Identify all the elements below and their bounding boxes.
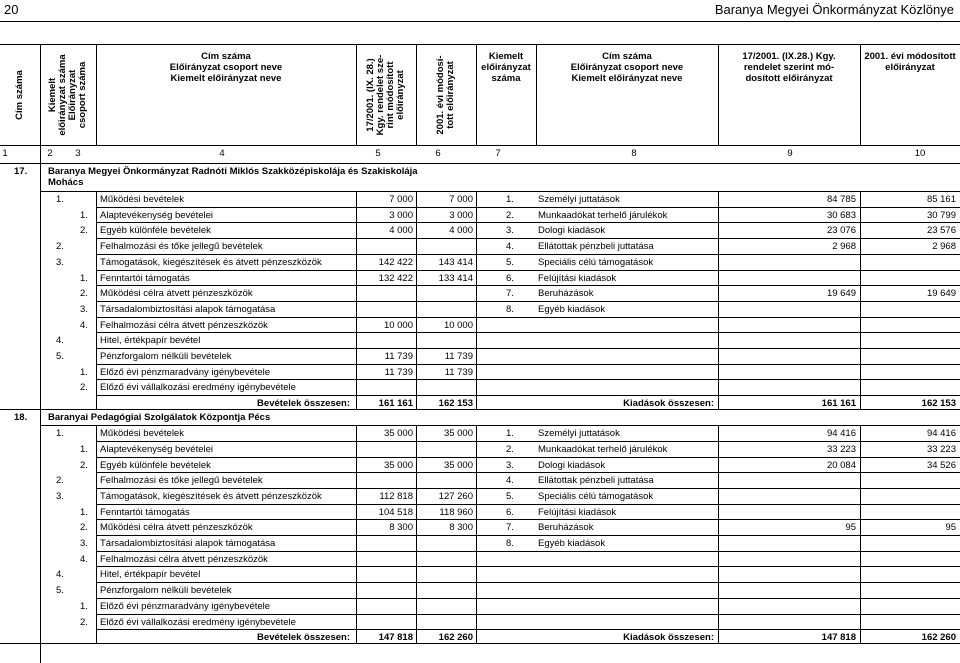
income-item-name: Egyéb különféle bevételek [100, 225, 211, 237]
row-divider [96, 270, 960, 271]
expense-value-original: 19 649 [826, 288, 856, 300]
expense-item-name: Beruházások [538, 522, 594, 534]
income-value-modified: 35 000 [443, 428, 473, 440]
income-value-modified: 133 414 [438, 272, 473, 284]
income-value-modified: 4 000 [449, 225, 473, 237]
expense-item-name: Dologi kiadások [538, 225, 606, 237]
expense-total-label: Kiadások összesen: [623, 632, 714, 644]
header-kiemelt-eloiranyzat-szama-line: csoport száma [77, 61, 88, 129]
page-number: 20 [4, 2, 19, 17]
income-item-name: Alaptevékenység bevételei [100, 443, 214, 455]
income-total-original: 161 161 [378, 398, 413, 410]
row-divider [96, 457, 960, 458]
income-item-name: Előző évi pénzmaradvány igénybevétele [100, 600, 271, 612]
income-item-number: 4. [80, 319, 88, 331]
expense-total-label: Kiadások összesen: [623, 398, 714, 410]
income-value-original: 7 000 [389, 194, 413, 205]
income-item-name: Hitel, értékpapír bevétel [100, 569, 201, 581]
expense-value-modified: 19 649 [926, 288, 956, 300]
income-value-modified: 3 000 [449, 209, 473, 221]
expense-item-name: Dologi kiadások [538, 459, 606, 471]
expense-value-modified: 2 968 [932, 241, 956, 253]
expense-item-number: 6. [506, 272, 514, 284]
income-value-modified: 11 739 [444, 366, 473, 378]
income-item-name: Felhalmozási célra átvett pénzeszközök [100, 553, 268, 565]
expense-item-number: 2. [506, 209, 514, 221]
income-item-number: 2. [80, 616, 88, 628]
expense-value-original: 30 683 [826, 209, 856, 221]
income-item-number: 1. [80, 272, 88, 284]
section-bottom-line [0, 409, 960, 410]
data-column-divider [860, 191, 861, 409]
income-item-number: 2. [80, 382, 88, 394]
expense-value-original: 94 416 [826, 428, 856, 440]
header-kiemelt-eloiranyzat: előirányzat [481, 62, 531, 73]
income-item-name: Fenntartói támogatás [100, 506, 190, 518]
income-value-modified: 35 000 [443, 459, 473, 471]
income-item-number: 1. [80, 366, 88, 378]
income-value-original: 132 422 [378, 272, 413, 284]
income-item-name: Működési célra átvett pénzeszközök [100, 288, 253, 300]
income-item-number: 2. [80, 288, 88, 300]
expense-item-number: 8. [506, 303, 514, 315]
income-item-name: Előző évi pénzmaradvány igénybevétele [100, 366, 271, 378]
expense-total-modified: 162 153 [921, 398, 956, 410]
row-divider [96, 488, 960, 489]
income-total-modified: 162 153 [438, 398, 473, 410]
expense-total-original: 147 818 [821, 632, 856, 644]
header-cim-szama: Cím száma [14, 70, 25, 120]
data-column-divider [96, 191, 97, 409]
income-value-modified: 118 960 [439, 506, 473, 518]
expense-value-modified: 95 [945, 522, 956, 534]
income-value-original: 112 818 [379, 490, 413, 502]
column-number: 8 [631, 148, 637, 159]
income-group-number: 4. [56, 569, 64, 581]
section-number-divider [40, 145, 41, 663]
expense-item-number: 1. [506, 194, 514, 205]
income-group-number: 1. [56, 194, 64, 205]
income-item-name: Felhalmozási és tőke jellegű bevételek [100, 241, 263, 253]
row-divider [96, 348, 960, 349]
expense-item-number: 2. [506, 443, 514, 455]
header-17-2001-rendelet-line: 17/2001. (IX. 28.) [365, 58, 376, 132]
expense-item-number: 3. [506, 459, 514, 471]
income-item-number: 2. [80, 459, 88, 471]
header-17-2001-rendelet-line: előirányzat [395, 70, 406, 120]
section-number: 17. [14, 166, 28, 177]
income-item-name: Fenntartói támogatás [100, 272, 190, 284]
column-number: 5 [375, 148, 381, 159]
income-value-original: 11 739 [384, 366, 413, 378]
column-number: 9 [787, 148, 793, 159]
header-kiemelt-eloiranyzat-szama [48, 50, 88, 140]
income-value-original: 35 000 [383, 459, 413, 471]
expense-item-name: Egyéb kiadások [538, 303, 606, 315]
expense-total-original: 161 161 [821, 398, 856, 410]
income-item-name: Működési bevételek [100, 194, 184, 205]
income-item-name: Felhalmozási és tőke jellegű bevételek [100, 475, 263, 487]
expense-value-modified: 85 161 [926, 194, 956, 205]
section-title-line [40, 191, 960, 192]
expense-item-number: 7. [506, 288, 514, 300]
budget-table [0, 44, 960, 663]
expense-item-number: 7. [506, 522, 514, 534]
income-item-name: Pénzforgalom nélküli bevételek [100, 351, 232, 362]
row-divider [96, 504, 960, 505]
expense-value-original: 84 785 [826, 194, 856, 205]
header-17-2001-right: dosított előirányzat [745, 73, 833, 84]
expense-item-name: Ellátottak pénzbeli juttatása [538, 241, 654, 253]
expense-value-original: 95 [845, 522, 856, 534]
header-kiemelt-eloiranyzat-szama-line: Előirányzat [67, 69, 78, 121]
header-17-2001-rendelet [366, 50, 406, 140]
data-column-divider [356, 425, 357, 643]
expense-value-modified: 30 799 [926, 209, 956, 221]
row-divider [96, 566, 960, 567]
row-divider [96, 379, 960, 380]
income-item-number: 3. [80, 538, 88, 549]
income-item-number: 1. [80, 209, 88, 221]
income-value-modified: 127 260 [438, 490, 473, 502]
expense-item-number: 4. [506, 475, 514, 487]
header-cim-csoport-kiemelt: Cím száma [201, 51, 251, 62]
row-divider [96, 551, 960, 552]
section-title: Baranya Megyei Önkormányzat Radnóti Miklós Szakközépiskolája és Szakiskolája [48, 166, 418, 177]
expense-item-name: Felújítási kiadások [538, 506, 617, 518]
row-divider [96, 441, 960, 442]
income-group-number: 1. [56, 428, 64, 440]
section-number: 18. [14, 412, 28, 424]
data-column-divider [96, 425, 97, 643]
income-value-original: 11 739 [384, 351, 413, 362]
section-title: Baranyai Pedagógiai Szolgálatok Központja Pécs [48, 412, 271, 424]
income-value-original: 3 000 [389, 209, 413, 221]
header-column-divider [40, 45, 41, 145]
expense-value-original: 23 076 [826, 225, 856, 237]
row-divider [96, 535, 960, 536]
expense-item-name: Egyéb kiadások [538, 538, 606, 549]
data-column-divider [416, 191, 417, 409]
section-title-line2: Mohács [48, 177, 84, 188]
header-column-divider [416, 45, 417, 145]
expense-value-original: 33 223 [826, 443, 856, 455]
row-divider [96, 317, 960, 318]
income-total-label: Bevételek összesen: [257, 398, 350, 410]
header-kiemelt-eloiranyzat-szama-line: előirányzat száma [57, 54, 68, 136]
page-header [0, 0, 960, 22]
income-value-modified: 7 000 [449, 194, 473, 205]
header-kiemelt-eloiranyzat: Kiemelt [488, 51, 524, 62]
income-value-original: 104 518 [378, 506, 413, 518]
income-value-original: 142 422 [378, 256, 413, 268]
income-item-name: Támogatások, kiegészítések és átvett pénzeszközök [100, 490, 322, 502]
data-column-divider [476, 191, 477, 409]
income-item-number: 1. [80, 506, 88, 518]
data-column-divider [718, 425, 719, 643]
header-kiemelt-eloiranyzat-szama-line: Kiemelt [47, 77, 58, 113]
row-divider [96, 614, 960, 615]
income-group-number: 2. [56, 475, 64, 487]
income-value-modified: 11 739 [444, 351, 473, 362]
income-item-name: Előző évi vállalkozási eredmény igénybevétele [100, 616, 296, 628]
expense-item-number: 5. [506, 490, 514, 502]
header-cim-csoport-kiemelt: Kiemelt előirányzat neve [170, 73, 282, 84]
income-item-number: 1. [80, 443, 88, 455]
expense-total-modified: 162 260 [921, 632, 956, 644]
income-item-name: Egyéb különféle bevételek [100, 459, 211, 471]
income-value-modified: 10 000 [443, 319, 473, 331]
expense-value-modified: 23 576 [926, 225, 956, 237]
income-value-modified: 8 300 [449, 522, 473, 534]
header-cim-csoport-kiemelt-right: Cím száma [602, 51, 652, 62]
expense-item-number: 4. [506, 241, 514, 253]
expense-item-number: 5. [506, 256, 514, 268]
row-divider [96, 519, 960, 520]
row-divider [96, 222, 960, 223]
data-column-divider [416, 425, 417, 643]
income-item-name: Társadalombiztosítási alapok támogatása [100, 303, 276, 315]
expense-item-number: 6. [506, 506, 514, 518]
data-column-divider [860, 425, 861, 643]
header-bottom-line [0, 145, 960, 146]
income-item-name: Működési célra átvett pénzeszközök [100, 522, 253, 534]
header-cim-csoport-kiemelt-right: Kiemelt előirányzat neve [571, 73, 683, 84]
header-2001-modositott [436, 50, 456, 140]
header-cim-csoport-kiemelt: Előirányzat csoport neve [169, 62, 283, 73]
income-value-modified: 143 414 [438, 256, 473, 268]
income-item-name: Hitel, értékpapír bevétel [100, 335, 201, 347]
data-column-divider [356, 191, 357, 409]
expense-item-number: 8. [506, 538, 514, 549]
header-2001-modositott-right: 2001. évi módosított [864, 51, 956, 62]
income-item-name: Felhalmozási célra átvett pénzeszközök [100, 319, 268, 331]
row-divider [96, 238, 960, 239]
section-bottom-line [0, 643, 960, 644]
income-value-original: 35 000 [383, 428, 413, 440]
row-divider [96, 332, 960, 333]
income-total-label: Bevételek összesen: [257, 632, 350, 644]
row-divider [96, 582, 960, 583]
expense-value-original: 2 968 [832, 241, 856, 253]
column-number: 4 [219, 148, 225, 159]
row-divider [96, 629, 960, 630]
expense-value-modified: 34 526 [926, 459, 956, 471]
header-2001-modositott-line: tott előirányzat [445, 61, 456, 129]
publication-title: Baranya Megyei Önkormányzat Közlönye [714, 2, 954, 17]
column-number: 1 [2, 148, 8, 159]
income-item-number: 3. [80, 303, 88, 315]
header-cim-csoport-kiemelt-right: Előirányzat csoport neve [570, 62, 684, 73]
expense-value-modified: 94 416 [926, 428, 956, 440]
header-2001-modositott-right: előirányzat [885, 62, 935, 73]
income-group-number: 4. [56, 335, 64, 347]
row-divider [96, 254, 960, 255]
expense-item-name: Személyi juttatások [538, 194, 620, 205]
row-divider [96, 395, 960, 396]
column-number: 7 [495, 148, 501, 159]
expense-item-number: 3. [506, 225, 514, 237]
income-group-number: 3. [56, 256, 64, 268]
header-kiemelt-eloiranyzat: száma [491, 73, 521, 84]
income-item-name: Társadalombiztosítási alapok támogatása [100, 538, 276, 549]
income-value-original: 10 000 [383, 319, 413, 331]
income-item-number: 1. [80, 600, 88, 612]
income-group-number: 2. [56, 241, 64, 253]
header-17-2001-rendelet-line: Kgy. rendelet sze- [375, 54, 386, 136]
income-group-number: 5. [56, 351, 64, 362]
income-item-name: Alaptevékenység bevételei [100, 209, 214, 221]
column-number: 6 [435, 148, 441, 159]
column-number-line [0, 163, 960, 164]
expense-item-name: Beruházások [538, 288, 594, 300]
income-value-original: 8 300 [389, 522, 413, 534]
income-item-number: 2. [80, 522, 88, 534]
income-item-number: 2. [80, 225, 88, 237]
header-17-2001-right: rendelet szerint mó- [743, 62, 835, 73]
income-item-name: Előző évi vállalkozási eredmény igénybevétele [100, 382, 296, 394]
income-group-number: 5. [56, 585, 64, 597]
header-17-2001-right: 17/2001. (IX.28.) Kgy. [742, 51, 836, 62]
row-divider [96, 285, 960, 286]
data-column-divider [476, 425, 477, 643]
income-total-modified: 162 260 [438, 632, 473, 644]
header-column-divider [356, 45, 357, 145]
expense-item-name: Személyi juttatások [538, 428, 620, 440]
expense-item-name: Munkaadókat terhelő járulékok [538, 209, 668, 221]
row-divider [96, 364, 960, 365]
income-total-original: 147 818 [378, 632, 413, 644]
expense-item-name: Munkaadókat terhelő járulékok [538, 443, 668, 455]
row-divider [96, 301, 960, 302]
expense-item-number: 1. [506, 428, 514, 440]
income-item-number: 4. [80, 553, 88, 565]
expense-item-name: Felújítási kiadások [538, 272, 617, 284]
income-item-name: Támogatások, kiegészítések és átvett pénzeszközök [100, 256, 322, 268]
row-divider [96, 598, 960, 599]
income-value-original: 4 000 [389, 225, 413, 237]
expense-item-name: Ellátottak pénzbeli juttatása [538, 475, 654, 487]
expense-value-modified: 33 223 [926, 443, 956, 455]
expense-item-name: Speciális célú támogatások [538, 490, 654, 502]
header-2001-modositott-line: 2001. évi módosí- [435, 55, 446, 135]
column-number: 2 [47, 148, 53, 159]
section-title-line [40, 425, 960, 426]
income-item-name: Pénzforgalom nélküli bevételek [100, 585, 232, 597]
column-number: 10 [914, 148, 926, 159]
data-column-divider [718, 191, 719, 409]
column-number: 3 [75, 148, 81, 159]
expense-item-name: Speciális célú támogatások [538, 256, 654, 268]
row-divider [96, 472, 960, 473]
row-divider [96, 207, 960, 208]
income-item-name: Működési bevételek [100, 428, 184, 440]
expense-value-original: 20 084 [826, 459, 856, 471]
income-group-number: 3. [56, 490, 64, 502]
header-17-2001-rendelet-line: rint módosított [385, 61, 396, 129]
